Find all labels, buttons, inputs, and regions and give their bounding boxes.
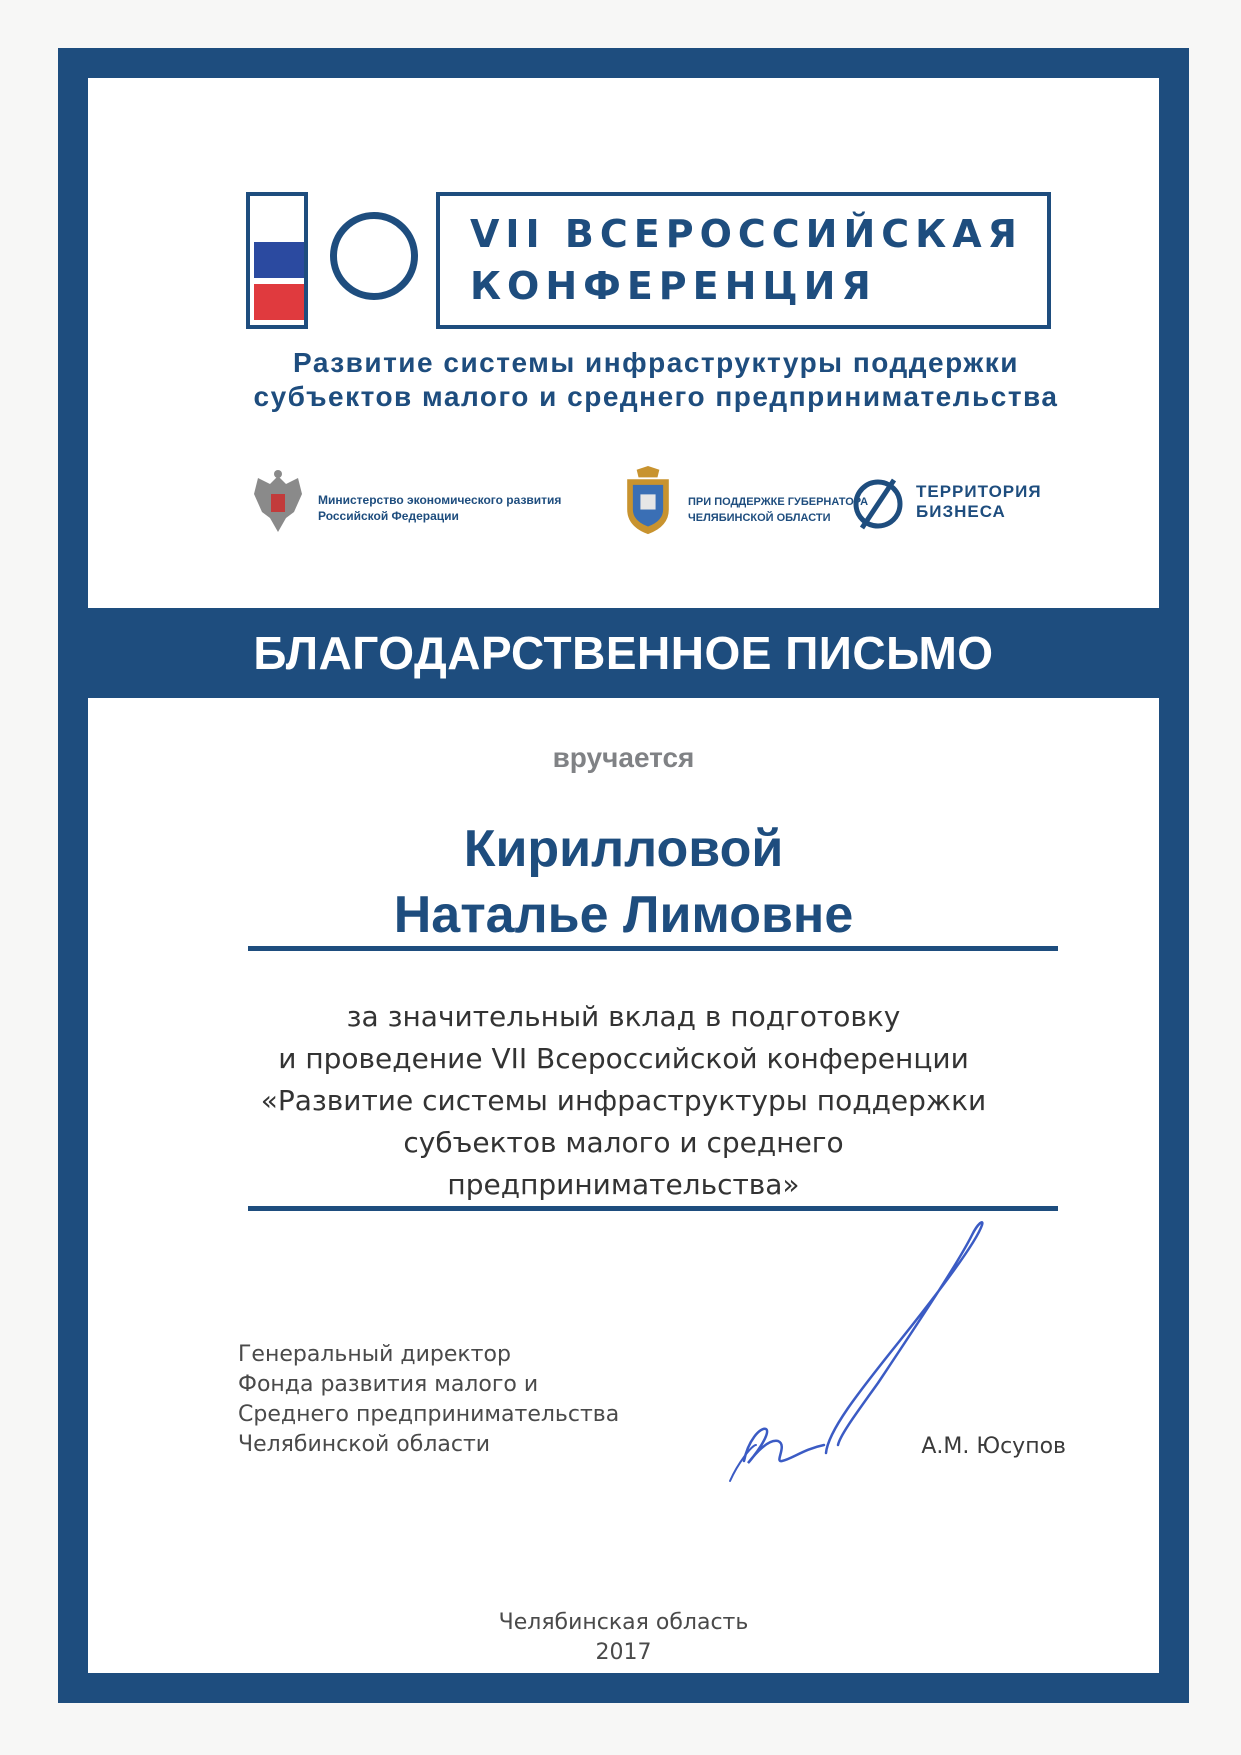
territory-business-logo-icon [848,474,908,534]
year: 2017 [595,1640,652,1665]
conference-title-line1: VII ВСЕРОССИЙСКАЯ [470,212,1023,256]
territory-business-text [916,482,1042,522]
recipient-name [88,816,1159,948]
signatory-line2: Фонда развития малого и [238,1372,539,1397]
conference-logo [246,192,1051,329]
signatory-name: А.М. Юсупов [921,1434,1066,1459]
governor-caption [688,494,868,526]
signatory-line1: Генеральный директор [238,1342,511,1367]
recipient-name-line1: Кирилловой [463,820,784,878]
heading-banner [88,608,1159,698]
russian-coat-of-arms-icon [248,468,308,538]
governor-line1: ПРИ ПОДДЕРЖКЕ ГУБЕРНАТОРА [688,496,869,508]
reason-line2: и проведение VII Всероссийской конференции [278,1042,969,1075]
letter-body [88,78,1159,1673]
reason-line4: субъектов малого и среднего [403,1126,844,1159]
divider-bottom [248,1206,1058,1211]
award-reason [88,996,1159,1206]
awarded-label: вручается [552,742,695,773]
divider-top [248,946,1058,951]
reason-line5: предпринимательства» [447,1168,800,1201]
territory-line1: ТЕРРИТОРИЯ [916,482,1042,501]
conference-title-line2: КОНФЕРЕНЦИЯ [470,264,877,308]
partner-logos [248,468,1068,558]
place-and-year [88,1608,1159,1668]
conference-title-box [436,192,1051,329]
ministry-line2: Российской Федерации [318,509,459,523]
ring-icon [330,212,418,300]
russian-flag-icon [246,192,308,329]
reason-line3: «Развитие системы инфраструктуры поддержки [260,1084,987,1117]
reason-line1: за значительный вклад в подготовку [346,1000,901,1033]
signatory-title [238,1340,658,1460]
place: Челябинская область [498,1610,749,1635]
territory-line2: БИЗНЕСА [916,502,1006,521]
ministry-line1: Министерство экономического развития [318,493,562,507]
conference-subtitle-line1: Развитие системы инфраструктуры поддержки [293,347,1019,378]
recipient-name-line2: Наталье Лимовне [393,886,854,944]
signatory-line4: Челябинской области [238,1432,491,1457]
governor-line2: ЧЕЛЯБИНСКОЙ ОБЛАСТИ [688,512,831,524]
conference-subtitle [246,346,1066,414]
conference-title [470,208,1040,312]
letter-heading: БЛАГОДАРСТВЕННОЕ ПИСЬМО [253,627,994,679]
blue-frame [58,48,1189,1703]
ministry-caption [318,492,561,524]
conference-subtitle-line2: субъектов малого и среднего предпринимательства [253,381,1059,412]
signatory-line3: Среднего предпринимательства [238,1402,620,1427]
chelyabinsk-coat-of-arms-icon [618,466,678,536]
